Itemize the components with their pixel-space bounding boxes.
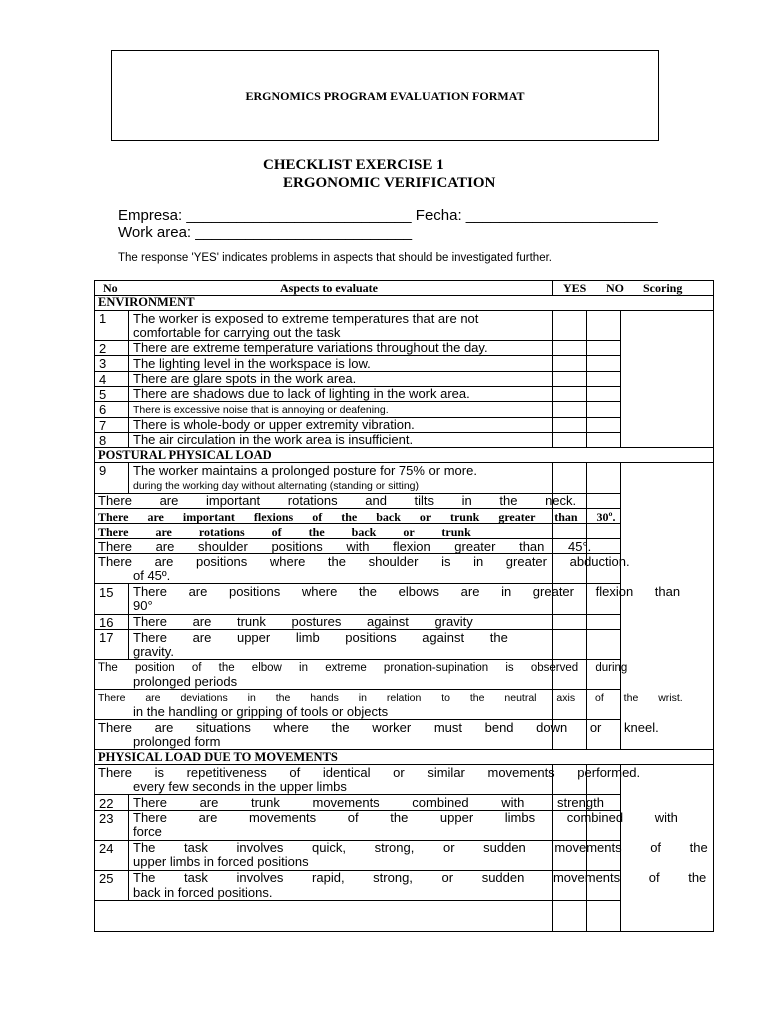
row-divider xyxy=(94,401,621,402)
table-border-left xyxy=(94,280,95,932)
row-number: 1 xyxy=(99,311,107,326)
row-text: The position of the elbow in extreme pronation-supination is observed during xyxy=(98,662,628,674)
col-divider xyxy=(128,311,129,448)
col-divider xyxy=(128,463,129,493)
col-divider xyxy=(586,311,587,448)
row-number: 6 xyxy=(99,402,107,417)
row-text: of 45º. xyxy=(133,568,171,583)
work-area-field[interactable]: Work area: __________________________ xyxy=(118,224,413,241)
row-number: 5 xyxy=(99,387,107,402)
row-text: force xyxy=(133,824,162,839)
section-movements: PHYSICAL LOAD DUE TO MOVEMENTS xyxy=(98,750,338,764)
row-number: 15 xyxy=(99,585,114,600)
row-text: There are shoulder positions with flexion greater than 45°. xyxy=(98,539,592,554)
row-text: There are positions where the shoulder is in greater abduction. xyxy=(98,554,630,569)
col-divider xyxy=(552,311,553,448)
row-text: The worker is exposed to extreme temperatures that are not xyxy=(133,311,479,326)
row-text: comfortable for carrying out the task xyxy=(133,325,341,340)
col-divider xyxy=(620,311,621,448)
row-number: 8 xyxy=(99,433,107,448)
col-divider xyxy=(552,280,553,296)
row-number: 25 xyxy=(99,871,114,886)
row-number: 23 xyxy=(99,811,114,826)
instruction-note: The response 'YES' indicates problems in aspects that should be investigated further. xyxy=(118,252,552,264)
row-text: There are situations where the worker must bend down or kneel. xyxy=(98,720,659,735)
row-text: The lighting level in the workspace is low. xyxy=(133,356,371,371)
row-divider xyxy=(94,900,621,901)
row-number: 3 xyxy=(99,356,107,371)
row-text: The air circulation in the work area is insufficient. xyxy=(133,432,414,447)
row-text: There are upper limb positions against the xyxy=(133,630,508,645)
row-text: during the working day without alternating (standing or sitting) xyxy=(133,480,419,492)
section-environment: ENVIRONMENT xyxy=(98,295,195,309)
table-border-right xyxy=(713,280,714,932)
row-text: There are rotations of the back or trunk xyxy=(98,525,471,539)
fecha-field[interactable]: Fecha: _______________________ xyxy=(415,207,658,224)
row-text: There are deviations in the hands in relation to the neutral axis of the wrist. xyxy=(98,692,683,704)
header-scoring: Scoring xyxy=(643,281,683,295)
row-text: 90° xyxy=(133,598,153,613)
row-number: 9 xyxy=(99,463,107,478)
row-text: The task involves rapid, strong, or sudden movements of the xyxy=(133,870,707,885)
row-text: The worker maintains a prolonged posture for 75% or more. xyxy=(133,463,477,478)
row-divider xyxy=(94,508,621,509)
row-number: 17 xyxy=(99,630,114,645)
col-divider xyxy=(586,463,587,750)
row-text: There are glare spots in the work area. xyxy=(133,371,357,386)
row-text: gravity. xyxy=(133,644,174,659)
row-divider xyxy=(94,659,621,660)
header-no: No xyxy=(103,281,118,295)
row-text: There are shadows due to lack of lighting in the work area. xyxy=(133,386,470,401)
row-text: back in forced positions. xyxy=(133,885,273,900)
row-text: every few seconds in the upper limbs xyxy=(133,779,347,794)
document-title: ERGNOMICS PROGRAM EVALUATION FORMAT xyxy=(245,89,525,103)
row-number: 7 xyxy=(99,418,107,433)
empresa-field[interactable]: Empresa: ___________________________ xyxy=(118,207,412,224)
row-text: There is repetitiveness of identical or similar movements performed. xyxy=(98,765,641,780)
header-no-answer: NO xyxy=(606,281,624,295)
row-number: 4 xyxy=(99,372,107,387)
row-text: upper limbs in forced positions xyxy=(133,854,309,869)
row-text: prolonged periods xyxy=(133,674,238,689)
row-number: 22 xyxy=(99,796,114,811)
checklist-title: CHECKLIST EXERCISE 1 xyxy=(263,157,444,173)
col-divider xyxy=(128,584,129,660)
checklist-subtitle: ERGONOMIC VERIFICATION xyxy=(283,175,496,191)
title-box xyxy=(111,50,659,141)
row-text: There are important rotations and tilts in the neck. xyxy=(98,493,577,508)
col-divider xyxy=(620,463,621,750)
row-text: There are positions where the elbows are in greater flexion than xyxy=(133,584,681,599)
row-text: There are trunk movements combined with strength xyxy=(133,795,604,810)
row-number: 24 xyxy=(99,841,114,856)
header-aspects: Aspects to evaluate xyxy=(280,281,378,295)
row-number: 16 xyxy=(99,615,114,630)
row-text: There is excessive noise that is annoying or deafening. xyxy=(133,404,389,416)
row-text: There are movements of the upper limbs combined with xyxy=(133,810,678,825)
empresa-fecha-line xyxy=(118,207,658,224)
row-text: in the handling or gripping of tools or objects xyxy=(133,704,389,719)
row-text: There is whole-body or upper extremity vibration. xyxy=(133,417,415,432)
row-divider xyxy=(94,689,621,690)
table-border-bottom xyxy=(94,931,714,932)
row-text: The task involves quick, strong, or sudden movements of the xyxy=(133,840,708,855)
section-postural: POSTURAL PHYSICAL LOAD xyxy=(98,448,272,462)
header-yes: YES xyxy=(563,281,587,295)
row-number: 2 xyxy=(99,341,107,356)
row-text: There are important flexions of the back or trunk greater than 30º. xyxy=(98,510,616,524)
row-text: prolonged form xyxy=(133,734,221,749)
row-text: There are extreme temperature variations throughout the day. xyxy=(133,340,488,355)
row-text: There are trunk postures against gravity xyxy=(133,614,473,629)
